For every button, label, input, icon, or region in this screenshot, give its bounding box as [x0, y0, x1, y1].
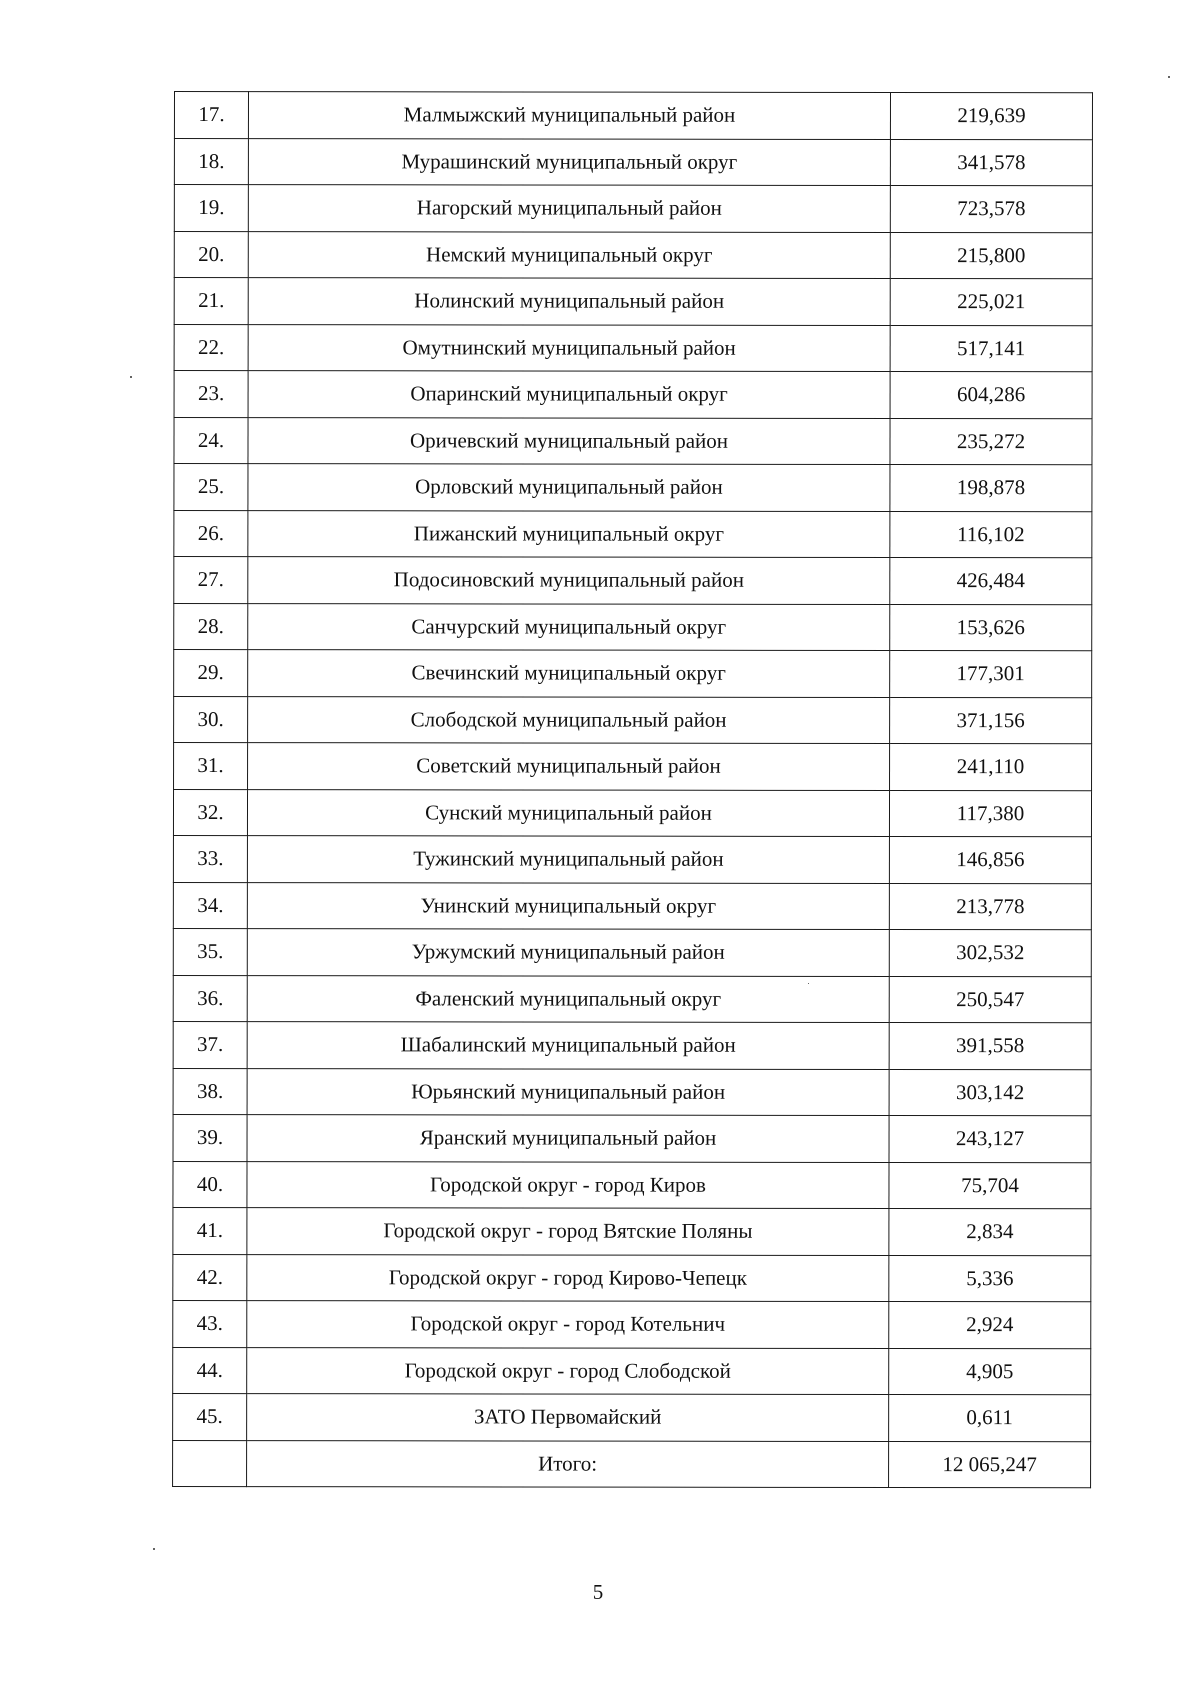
row-value: 371,156 [890, 697, 1092, 744]
row-value: 117,380 [889, 790, 1091, 837]
municipality-name: Подосиновский муниципальный район [248, 557, 890, 604]
row-value: 341,578 [890, 139, 1092, 186]
municipality-name: Яранский муниципальный район [247, 1115, 889, 1162]
row-number: 37. [173, 1021, 247, 1068]
municipality-name: Омутнинский муниципальный район [248, 324, 890, 371]
row-value: 146,856 [889, 836, 1091, 883]
total-value: 12 065,247 [889, 1441, 1091, 1488]
municipality-name: Городской округ - город Вятские Поляны [247, 1208, 889, 1255]
municipality-name: Опаринский муниципальный округ [248, 371, 890, 418]
row-value: 4,905 [889, 1348, 1091, 1395]
row-number: 40. [173, 1161, 247, 1208]
municipality-name: Тужинский муниципальный район [247, 836, 889, 883]
table-row [174, 371, 1092, 419]
table-row [173, 1254, 1091, 1302]
municipality-name: Санчурский муниципальный округ [248, 603, 890, 650]
table-row [174, 417, 1092, 465]
row-value: 243,127 [889, 1115, 1091, 1162]
municipality-name: Городской округ - город Киров [247, 1161, 889, 1208]
municipality-name: ЗАТО Первомайский [247, 1394, 889, 1441]
row-value: 235,272 [890, 418, 1092, 465]
scan-speck [153, 1548, 155, 1550]
row-number: 45. [173, 1393, 247, 1440]
row-number: 31. [174, 743, 248, 790]
table-row [174, 557, 1092, 605]
table-row [174, 138, 1092, 186]
row-value: 75,704 [889, 1162, 1091, 1209]
municipality-name: Советский муниципальный район [248, 743, 890, 790]
row-number: 27. [174, 557, 248, 604]
table-body [173, 92, 1093, 1488]
total-row [173, 1440, 1091, 1488]
municipality-name: Мурашинский муниципальный округ [248, 138, 890, 185]
municipality-name: Свечинский муниципальный округ [248, 650, 890, 697]
row-value: 225,021 [890, 279, 1092, 326]
row-value: 153,626 [890, 604, 1092, 651]
row-number: 36. [173, 975, 247, 1022]
row-number: 18. [174, 138, 248, 185]
row-number: 17. [174, 92, 248, 139]
table-row [174, 231, 1092, 279]
table-row [173, 928, 1091, 976]
row-value: 215,800 [890, 232, 1092, 279]
row-number: 38. [173, 1068, 247, 1115]
table-row [174, 510, 1092, 558]
row-number: 21. [174, 278, 248, 325]
table-row [174, 278, 1092, 326]
municipality-name: Шабалинский муниципальный район [247, 1022, 889, 1069]
row-value: 5,336 [889, 1255, 1091, 1302]
scan-speck [1168, 76, 1170, 78]
row-value: 391,558 [889, 1022, 1091, 1069]
row-value: 213,778 [889, 883, 1091, 930]
row-number: 33. [173, 836, 247, 883]
table-row [173, 975, 1091, 1023]
row-value: 302,532 [889, 929, 1091, 976]
table-row [173, 789, 1091, 837]
table-row [174, 696, 1092, 744]
row-number: 32. [173, 789, 247, 836]
row-number: 43. [173, 1300, 247, 1347]
row-value: 2,924 [889, 1301, 1091, 1348]
row-value: 177,301 [890, 650, 1092, 697]
table-row [173, 1114, 1091, 1162]
row-value: 0,611 [889, 1394, 1091, 1441]
municipality-name: Уржумский муниципальный район [247, 929, 889, 976]
row-value: 604,286 [890, 372, 1092, 419]
row-number: 44. [173, 1347, 247, 1394]
municipality-name: Малмыжский муниципальный район [248, 92, 890, 139]
row-number: 39. [173, 1114, 247, 1161]
municipality-name: Городской округ - город Слободской [247, 1347, 889, 1394]
municipality-name: Оричевский муниципальный район [248, 417, 890, 464]
municipality-name: Фаленский муниципальный округ [247, 975, 889, 1022]
row-number: 20. [174, 231, 248, 278]
table-row [173, 836, 1091, 884]
municipality-name: Немский муниципальный округ [248, 231, 890, 278]
table-row [174, 92, 1092, 140]
row-value: 426,484 [890, 557, 1092, 604]
table-row [174, 650, 1092, 698]
municipality-name: Городской округ - город Котельнич [247, 1301, 889, 1348]
table-row [173, 1021, 1091, 1069]
row-value: 250,547 [889, 976, 1091, 1023]
row-number: 34. [173, 882, 247, 929]
row-number: 25. [174, 464, 248, 511]
scan-speck [130, 376, 132, 378]
row-number: 22. [174, 324, 248, 371]
row-value: 303,142 [889, 1069, 1091, 1116]
row-value: 116,102 [890, 511, 1092, 558]
allocation-table [172, 91, 1093, 1488]
municipality-name: Пижанский муниципальный округ [248, 510, 890, 557]
municipality-name: Юрьянский муниципальный район [247, 1068, 889, 1115]
row-number: 23. [174, 371, 248, 418]
row-number: 28. [174, 603, 248, 650]
municipality-name: Городской округ - город Кирово-Чепецк [247, 1254, 889, 1301]
row-value: 198,878 [890, 465, 1092, 512]
municipality-name: Нагорский муниципальный район [248, 185, 890, 232]
table-row [174, 464, 1092, 512]
table-row [174, 185, 1092, 233]
row-number: 26. [174, 510, 248, 557]
row-number: 24. [174, 417, 248, 464]
table-row [173, 1161, 1091, 1209]
table-row [173, 1347, 1091, 1395]
total-number-cell [173, 1440, 247, 1487]
total-label: Итого: [247, 1440, 889, 1487]
municipality-name: Унинский муниципальный округ [247, 882, 889, 929]
row-number: 35. [173, 928, 247, 975]
table-row [173, 1300, 1091, 1348]
row-value: 2,834 [889, 1208, 1091, 1255]
table-row [174, 603, 1092, 651]
table-row [174, 324, 1092, 372]
row-number: 42. [173, 1254, 247, 1301]
row-value: 219,639 [890, 93, 1092, 140]
row-number: 19. [174, 185, 248, 232]
municipality-name: Сунский муниципальный район [247, 789, 889, 836]
municipality-name: Нолинский муниципальный район [248, 278, 890, 325]
row-number: 30. [174, 696, 248, 743]
table-row [173, 1207, 1091, 1255]
page-number: 5 [592, 1580, 604, 1604]
row-number: 29. [174, 650, 248, 697]
row-value: 517,141 [890, 325, 1092, 372]
table-row [173, 1393, 1091, 1441]
table-row [174, 743, 1092, 791]
row-value: 241,110 [890, 743, 1092, 790]
municipality-name: Орловский муниципальный район [248, 464, 890, 511]
row-value: 723,578 [890, 186, 1092, 233]
table-row [173, 1068, 1091, 1116]
scan-speck [808, 983, 809, 984]
municipality-name: Слободской муниципальный район [248, 696, 890, 743]
row-number: 41. [173, 1207, 247, 1254]
table-row [173, 882, 1091, 930]
